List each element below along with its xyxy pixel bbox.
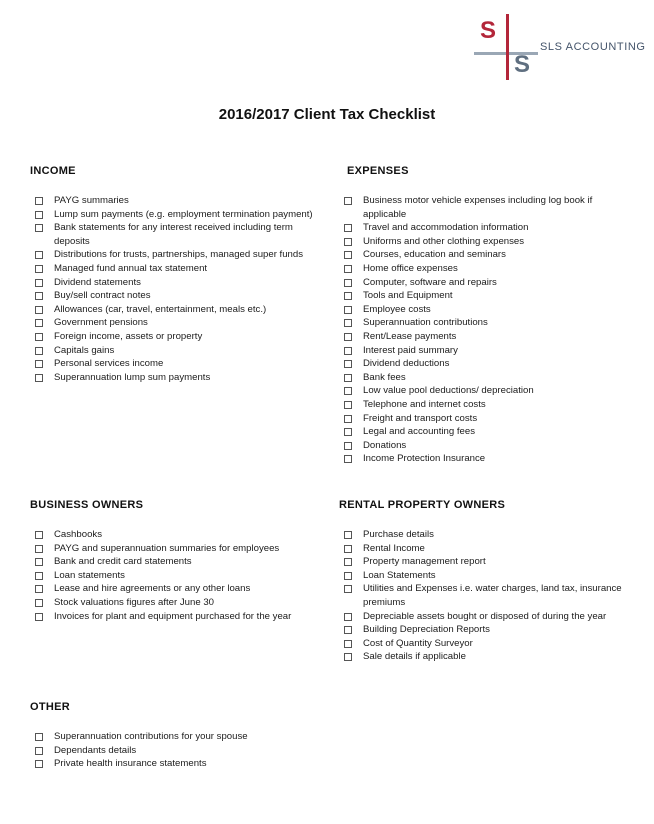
- business-owners-section: [30, 499, 325, 623]
- checkbox-icon[interactable]: [344, 251, 352, 259]
- checkbox-icon[interactable]: [344, 197, 352, 205]
- checklist-item: [30, 194, 325, 208]
- checklist-item: [30, 276, 325, 290]
- checklist-item-label: Private health insurance statements: [54, 758, 207, 770]
- rental-property-owners-heading: RENTAL PROPERTY OWNERS: [339, 499, 506, 511]
- checklist-item: [339, 330, 624, 344]
- checklist-item: [339, 637, 624, 651]
- other-heading: OTHER: [30, 701, 70, 713]
- checklist-item: [30, 303, 325, 317]
- expenses-section: [339, 165, 624, 466]
- checklist-item: [30, 357, 325, 371]
- checklist-item-label: Lease and hire agreements or any other loans: [54, 583, 251, 595]
- checklist-item: [339, 357, 624, 371]
- other-checklist: [30, 730, 325, 771]
- checklist-item: [339, 412, 624, 426]
- checklist-item-label: Personal services income: [54, 358, 164, 370]
- checklist-item-label: Business motor vehicle expenses including log book if applicable: [363, 195, 593, 220]
- business-owners-heading: BUSINESS OWNERS: [30, 499, 144, 511]
- checklist-item-label: Home office expenses: [363, 262, 458, 274]
- checklist-item-label: Courses, education and seminars: [363, 249, 506, 261]
- checklist-item: [30, 208, 325, 222]
- checklist-item: [30, 555, 325, 569]
- expenses-checklist: [339, 194, 624, 466]
- checklist-item-label: Building Depreciation Reports: [363, 624, 490, 636]
- checkbox-icon[interactable]: [344, 442, 352, 450]
- checklist-item-label: Computer, software and repairs: [363, 276, 497, 288]
- checklist-item-label: Rental Income: [363, 542, 425, 554]
- checkbox-icon[interactable]: [344, 415, 352, 423]
- checklist-item-label: Government pensions: [54, 317, 148, 329]
- business-owners-checklist: [30, 528, 325, 623]
- checkbox-icon[interactable]: [35, 347, 43, 355]
- checklist-item-label: Distributions for trusts, partnerships, managed super funds: [54, 249, 304, 261]
- checkbox-icon[interactable]: [344, 292, 352, 300]
- checkbox-icon[interactable]: [35, 224, 43, 232]
- checkbox-icon[interactable]: [344, 401, 352, 409]
- checkbox-icon[interactable]: [35, 292, 43, 300]
- checkbox-icon[interactable]: [35, 197, 43, 205]
- checklist-item: [339, 303, 624, 317]
- other-section: [30, 701, 325, 771]
- checklist-item: [339, 248, 624, 262]
- checkbox-icon[interactable]: [35, 545, 43, 553]
- checkbox-icon[interactable]: [344, 640, 352, 648]
- checkbox-icon[interactable]: [344, 531, 352, 539]
- income-section: [30, 165, 325, 384]
- checklist-item: [30, 248, 325, 262]
- checklist-item-label: Superannuation contributions for your spouse: [54, 731, 248, 742]
- checkbox-icon[interactable]: [35, 374, 43, 382]
- checklist-item-label: Allowances (car, travel, entertainment, meals etc.): [54, 303, 267, 315]
- rental-property-owners-section: [339, 499, 624, 664]
- checkbox-icon[interactable]: [344, 265, 352, 273]
- checklist-item: [339, 262, 624, 276]
- checklist-item: [339, 555, 624, 569]
- checklist-item-label: Cashbooks: [54, 529, 102, 540]
- checkbox-icon[interactable]: [344, 347, 352, 355]
- checklist-item-label: Telephone and internet costs: [363, 398, 486, 410]
- checklist-item-label: Purchase details: [363, 529, 434, 540]
- checklist-item-label: Bank statements for any interest received including term deposits: [54, 222, 293, 247]
- checklist-item-label: Donations: [363, 439, 407, 451]
- checklist-item-label: Property management report: [363, 556, 486, 568]
- checkbox-icon[interactable]: [344, 306, 352, 314]
- rental-property-owners-checklist: [339, 528, 624, 664]
- checkbox-icon[interactable]: [344, 333, 352, 341]
- checklist-item-label: Tools and Equipment: [363, 290, 453, 302]
- checklist-item-label: Dividend deductions: [363, 358, 450, 370]
- checklist-item: [339, 452, 624, 466]
- checkbox-icon[interactable]: [344, 572, 352, 580]
- checklist-item: [339, 344, 624, 358]
- checklist-item-label: Rent/Lease payments: [363, 330, 457, 342]
- checklist-item-label: Freight and transport costs: [363, 412, 478, 424]
- checklist-item: [339, 569, 624, 583]
- checkbox-icon[interactable]: [35, 558, 43, 566]
- checklist-item-label: Sale details if applicable: [363, 651, 466, 663]
- checkbox-icon[interactable]: [35, 251, 43, 259]
- checklist-item-label: Legal and accounting fees: [363, 426, 476, 438]
- checklist-item: [30, 569, 325, 583]
- checkbox-icon[interactable]: [35, 279, 43, 287]
- checklist-item-label: PAYG summaries: [54, 195, 129, 206]
- checklist-item: [30, 528, 325, 542]
- checklist-item-label: Dividend statements: [54, 276, 141, 288]
- checklist-item: [30, 542, 325, 556]
- checkbox-icon[interactable]: [344, 428, 352, 436]
- checklist-item: [30, 221, 325, 248]
- checklist-item-label: Buy/sell contract notes: [54, 290, 151, 302]
- checklist-item-label: Superannuation contributions: [363, 317, 488, 329]
- checkbox-icon[interactable]: [344, 613, 352, 621]
- checkbox-icon[interactable]: [344, 319, 352, 327]
- checkbox-icon[interactable]: [35, 531, 43, 539]
- checklist-item: [339, 276, 624, 290]
- checkbox-icon[interactable]: [35, 306, 43, 314]
- checkbox-icon[interactable]: [35, 613, 43, 621]
- checklist-item: [339, 221, 624, 235]
- checklist-item-label: Income Protection Insurance: [363, 453, 486, 465]
- checklist-item: [339, 650, 624, 664]
- checklist-item: [30, 344, 325, 358]
- checkbox-icon[interactable]: [344, 279, 352, 287]
- checkbox-icon[interactable]: [344, 360, 352, 368]
- checklist-item-label: Utilities and Expenses i.e. water charges, land tax, insurance premiums: [363, 583, 622, 608]
- checklist-item: [339, 528, 624, 542]
- checkbox-icon[interactable]: [344, 224, 352, 232]
- checklist-item: [339, 610, 624, 624]
- checklist-item-label: PAYG and superannuation summaries for employees: [54, 542, 280, 554]
- checklist-item-label: Employee costs: [363, 303, 431, 315]
- logo-letter-top: S: [480, 17, 497, 44]
- checkbox-icon[interactable]: [344, 455, 352, 463]
- checklist-item: [339, 542, 624, 556]
- checklist-item-label: Uniforms and other clothing expenses: [363, 235, 525, 247]
- checkbox-icon[interactable]: [35, 360, 43, 368]
- checklist-item-label: Interest paid summary: [363, 344, 458, 356]
- checkbox-icon[interactable]: [344, 374, 352, 382]
- checkbox-icon[interactable]: [35, 319, 43, 327]
- checkbox-icon[interactable]: [35, 211, 43, 219]
- checkbox-icon[interactable]: [35, 747, 43, 755]
- checklist-item: [339, 194, 624, 221]
- checklist-item: [339, 289, 624, 303]
- checklist-item-label: Lump sum payments (e.g. employment termination payment): [54, 208, 313, 220]
- checkbox-icon[interactable]: [35, 760, 43, 768]
- checklist-item-label: Cost of Quantity Surveyor: [363, 637, 473, 649]
- company-logo: [474, 14, 654, 86]
- checklist-item-label: Invoices for plant and equipment purchased for the year: [54, 610, 292, 622]
- income-checklist: [30, 194, 325, 384]
- checklist-item: [30, 757, 325, 771]
- document-title: 2016/2017 Client Tax Checklist: [218, 106, 436, 123]
- checkbox-icon[interactable]: [35, 733, 43, 741]
- checkbox-icon[interactable]: [35, 599, 43, 607]
- checklist-item: [30, 330, 325, 344]
- checklist-item-label: Depreciable assets bought or disposed of during the year: [363, 610, 607, 622]
- checklist-item: [339, 425, 624, 439]
- checklist-item-label: Travel and accommodation information: [363, 222, 529, 234]
- checklist-item-label: Low value pool deductions/ depreciation: [363, 385, 534, 397]
- checklist-item: [30, 744, 325, 758]
- checklist-item: [339, 371, 624, 385]
- checkbox-icon[interactable]: [35, 572, 43, 580]
- checklist-item: [30, 289, 325, 303]
- checklist-item-label: Superannuation lump sum payments: [54, 371, 211, 383]
- checklist-item-label: Dependants details: [54, 744, 137, 756]
- checkbox-icon[interactable]: [344, 238, 352, 246]
- checkbox-icon[interactable]: [344, 626, 352, 634]
- checklist-item: [339, 398, 624, 412]
- checklist-item-label: Foreign income, assets or property: [54, 330, 203, 342]
- checkbox-icon[interactable]: [35, 585, 43, 593]
- checkbox-icon[interactable]: [344, 545, 352, 553]
- checklist-item-label: Bank fees: [363, 371, 406, 383]
- checklist-item: [30, 316, 325, 330]
- checklist-item: [339, 384, 624, 398]
- checklist-item: [30, 596, 325, 610]
- income-heading: INCOME: [30, 165, 76, 177]
- checkbox-icon[interactable]: [344, 653, 352, 661]
- checklist-item-label: Loan Statements: [363, 569, 436, 581]
- checklist-item: [339, 623, 624, 637]
- logo-company-name: SLS ACCOUNTING: [540, 41, 646, 53]
- expenses-heading: EXPENSES: [347, 165, 409, 177]
- checklist-item-label: Loan statements: [54, 569, 125, 581]
- checklist-item: [30, 582, 325, 596]
- checkbox-icon[interactable]: [344, 585, 352, 593]
- logo-letter-bottom: S: [514, 51, 531, 78]
- checklist-item: [30, 262, 325, 276]
- checklist-item: [30, 730, 325, 744]
- checklist-item: [339, 316, 624, 330]
- checklist-item-label: Stock valuations figures after June 30: [54, 596, 214, 608]
- logo-vertical-bar: [506, 14, 509, 80]
- checkbox-icon[interactable]: [344, 387, 352, 395]
- checklist-item-label: Capitals gains: [54, 344, 115, 356]
- checklist-item-label: Bank and credit card statements: [54, 556, 192, 568]
- checkbox-icon[interactable]: [35, 333, 43, 341]
- checkbox-icon[interactable]: [35, 265, 43, 273]
- checklist-item: [339, 582, 624, 609]
- checklist-item-label: Managed fund annual tax statement: [54, 262, 208, 274]
- checklist-item: [339, 439, 624, 453]
- checklist-item: [30, 610, 325, 624]
- checkbox-icon[interactable]: [344, 558, 352, 566]
- checklist-item: [339, 235, 624, 249]
- checklist-item: [30, 371, 325, 385]
